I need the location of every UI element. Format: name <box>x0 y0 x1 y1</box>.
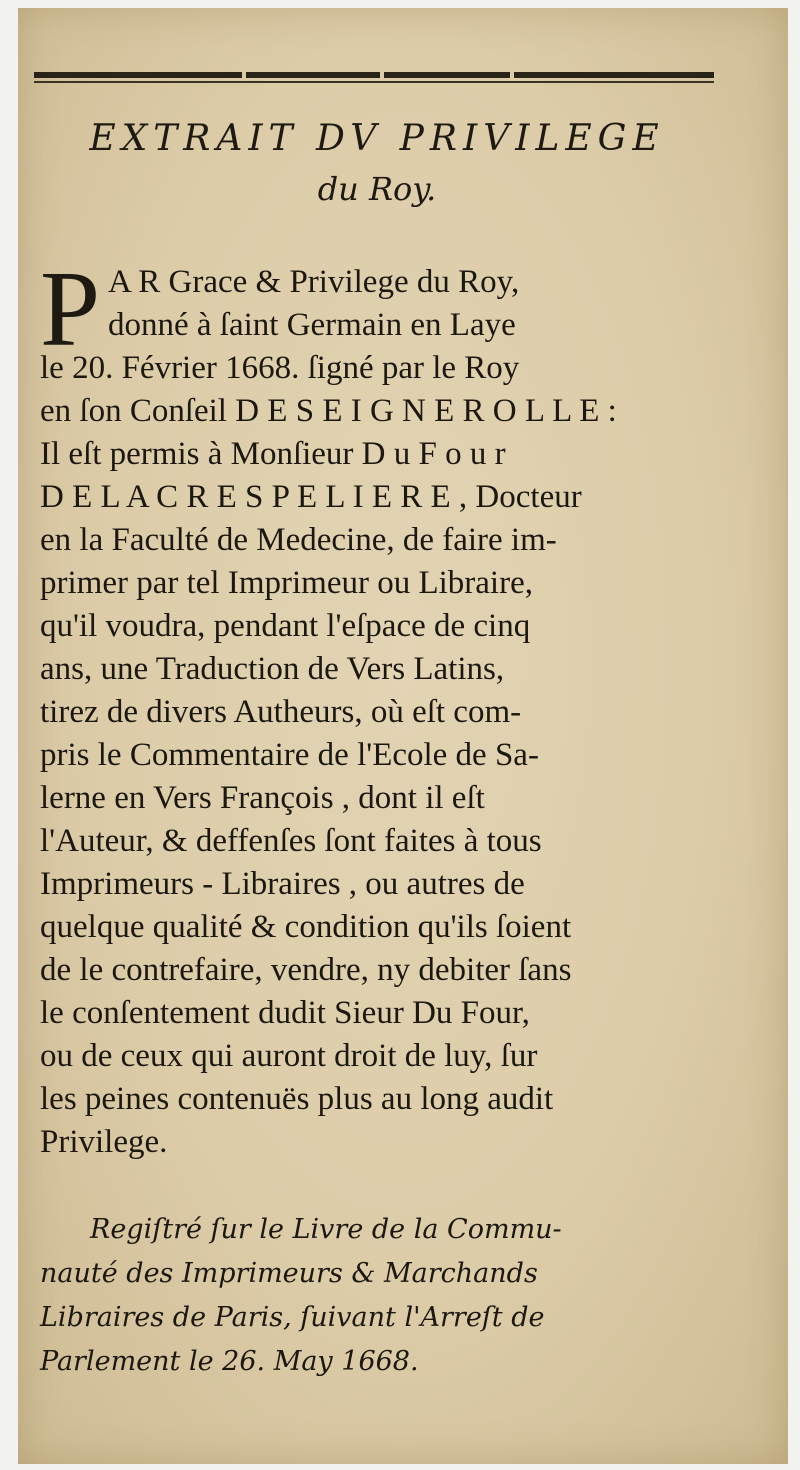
text-line-21: Privilege. <box>40 1124 168 1160</box>
text-line-12: pris le Commentaire de l'Ecole de Sa- <box>40 737 539 773</box>
text-line-17: de le contrefaire, vendre, ny debiter ſans <box>40 952 572 988</box>
text-line-13: lerne en Vers François , dont il eſt <box>40 780 485 816</box>
text-line-9: qu'il voudra, pendant l'eſpace de cinq <box>40 608 531 644</box>
text-line-7: en la Faculté de Medecine, de faire im- <box>40 522 557 558</box>
text-line-19: ou de ceux qui auront droit de luy, ſur <box>40 1038 538 1074</box>
text-line-10: ans, une Traduction de Vers Latins, <box>40 651 505 687</box>
text-line-1: A R Grace & Privilege du Roy, <box>108 264 520 300</box>
drop-cap: P <box>40 250 101 369</box>
text-line-15: Imprimeurs - Libraires , ou autres de <box>40 866 525 902</box>
header-rule <box>34 72 714 86</box>
registration-line-2: nauté des Imprimeurs & Marchands <box>40 1258 538 1289</box>
text-line-14: l'Auteur, & deffenſes ſont faites à tous <box>40 823 542 859</box>
text-line-11: tirez de divers Autheurs, où eſt com- <box>40 694 522 730</box>
text-line-2: donné à ſaint Germain en Laye <box>108 307 516 343</box>
extract-subtitle: du Roy. <box>317 170 437 208</box>
registration-line-4: Parlement le 26. May 1668. <box>40 1346 419 1377</box>
text-line-4: en ſon Conſeil D E S E I G N E R O L L E : <box>40 393 617 429</box>
text-line-20: les peines contenuës plus au long audit <box>40 1081 554 1117</box>
extract-title: EXTRAIT DV PRIVILEGE <box>89 118 665 159</box>
text-line-6: D E L A C R E S P E L I E R E , Docteur <box>40 479 582 515</box>
registration-line-1: Regiſtré ſur le Livre de la Commu- <box>90 1214 562 1245</box>
text-line-16: quelque qualité & condition qu'ils ſoient <box>40 909 572 945</box>
book-page <box>18 8 788 1464</box>
registration-line-3: Libraires de Paris, ſuivant l'Arreſt de <box>40 1302 545 1333</box>
text-line-8: primer par tel Imprimeur ou Libraire, <box>40 565 533 601</box>
text-line-5: Il eſt permis à Monſieur D u F o u r <box>40 436 506 472</box>
text-line-3: le 20. Février 1668. ſigné par le Roy <box>40 350 520 386</box>
text-line-18: le conſentement dudit Sieur Du Four, <box>40 995 530 1031</box>
